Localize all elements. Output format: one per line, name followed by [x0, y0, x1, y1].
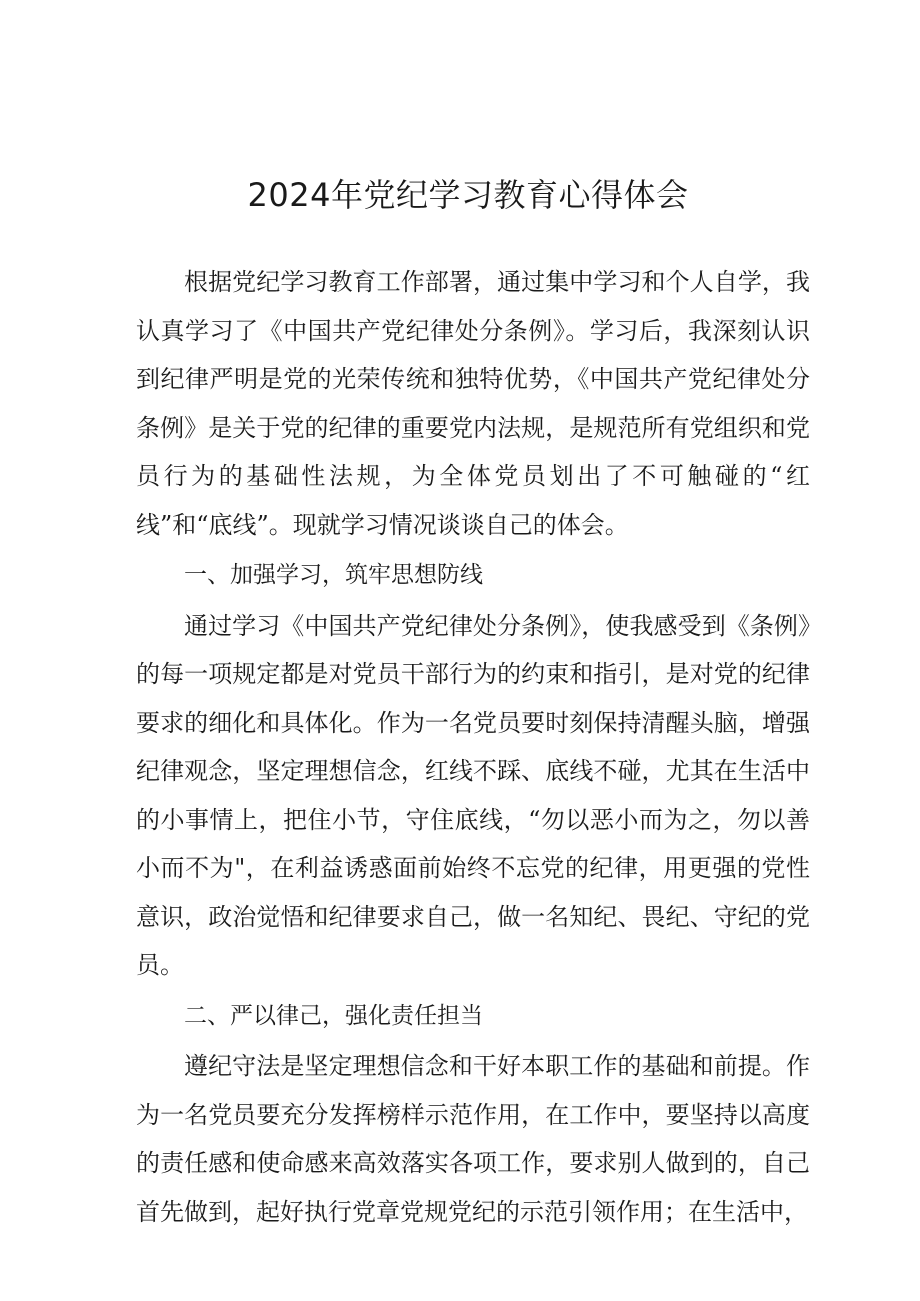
intro-paragraph: 根据党纪学习教育工作部署，通过集中学习和个人自学，我认真学习了《中国共产党纪律处分条例》。学习后，我深刻认识到纪律严明是党的光荣传统和独特优势，《中国共产党纪律处分条例》是关于党的纪律的重要党内法规，是规范所有党组织和党员行为的基础性法规，为全体党员划出了不可触碰的“红线”和“底线”。现就学习情况谈谈自己的体会。: [136, 268, 810, 539]
section-paragraph-2: 遵纪守法是坚定理想信念和干好本职工作的基础和前提。作为一名党员要充分发挥榜样示范作用，在工作中，要坚持以高度的责任感和使命感来高效落实各项工作，要求别人做到的，自己首先做到，起好执行党章党规党纪的示范引领作用；在生活中，: [136, 1052, 810, 1226]
section-heading-1: 一、加强学习，筑牢思想防线: [184, 562, 483, 588]
document-body: [136, 258, 810, 1236]
document-title: 2024年党纪学习教育心得体会: [247, 176, 689, 214]
section-paragraph-1: 通过学习《中国共产党纪律处分条例》，使我感受到《条例》的每一项规定都是对党员干部行为的约束和指引，是对党的纪律要求的细化和具体化。作为一名党员要时刻保持清醒头脑，增强纪律观念，坚定理想信念，红线不踩、底线不碰，尤其在生活中的小事情上，把住小节，守住底线，“勿以恶小而为之，勿以善小而不为"，在利益诱惑面前始终不忘党的纪律，用更强的党性意识，政治觉悟和纪律要求自己，做一名知纪、畏纪、守纪的党员。: [136, 611, 810, 979]
section-heading-2: 二、严以律己，强化责任担当: [184, 1002, 483, 1029]
